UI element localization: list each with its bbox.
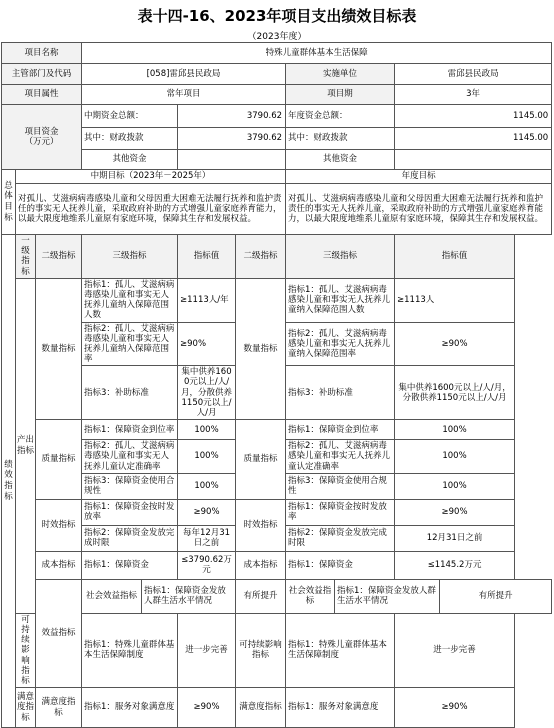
indicator-text: 指标2：孤儿、艾滋病病毒感染儿童和事实无人抚养儿童认定准确率	[286, 440, 395, 474]
satisfaction-indicator-mid: 满意度指标	[36, 688, 82, 728]
level3-header-mid: 三级指标	[82, 235, 178, 279]
indicator-value: 100%	[395, 440, 515, 474]
indicator-value: 进一步完善	[395, 613, 515, 687]
project-name-label: 项目名称	[2, 43, 82, 64]
perf-indicator-label: 绩效指标	[2, 235, 16, 728]
indicator-text: 指标2：保障资金发放完成时限	[82, 525, 178, 551]
performance-target-table	[1, 42, 552, 728]
benefit-indicator-label: 效益指标	[36, 579, 82, 687]
year-total-label: 年度资金总额：	[286, 105, 395, 128]
indicator-text: 指标3：补助标准	[286, 366, 395, 420]
indicator-text: 指标1：特殊儿童群体基本生活保障制度	[82, 613, 178, 687]
indicator-value: 100%	[178, 473, 236, 499]
quality-indicator-year: 质量指标	[236, 420, 286, 500]
satisfaction-label: 满意度指标	[16, 688, 36, 728]
indicator-value: 集中供养1600元以上/人/月，分散供养1150元以上/人/月	[178, 366, 236, 420]
indicator-text: 指标1：特殊儿童群体基本生活保障制度	[286, 613, 395, 687]
satisfaction-indicator-year: 满意度指标	[236, 688, 286, 728]
indicator-text: 指标1：保障资金发放人群生活水平情况	[335, 579, 440, 613]
indicator-value: 每年12月31日之前	[178, 525, 236, 551]
indicator-value: ≤3790.62万元	[178, 551, 236, 579]
indicator-text: 指标1：保障资金	[82, 551, 178, 579]
indicator-value: ≥90%	[178, 499, 236, 525]
table-title: 表十四-16、2023年项目支出绩效目标表	[137, 7, 417, 25]
indicator-text: 指标1：服务对象满意度	[82, 688, 178, 728]
quantity-indicator-year: 数量指标	[236, 278, 286, 419]
sustain-indicator-year: 可持续影响指标	[236, 613, 286, 687]
mid-total-label: 中期资金总额：	[82, 105, 178, 128]
indicator-text: 指标1：孤儿、艾滋病病毒感染儿童和事实无人抚养儿童纳入保障范围人数	[286, 278, 395, 322]
indicator-value: ≤1145.2万元	[395, 551, 515, 579]
indicator-text: 指标2：孤儿、艾滋病病毒感染儿童和事实无人抚养儿童认定准确率	[82, 440, 178, 474]
year-other-label: 其他资金	[286, 150, 395, 170]
indicator-value: ≥90%	[395, 499, 515, 525]
indicator-value: ≥90%	[178, 322, 236, 366]
indicator-value: 进一步完善	[178, 613, 236, 687]
level2-header-year: 二级指标	[236, 235, 286, 279]
indicator-value: 12月31日之前	[395, 525, 515, 551]
indicator-text: 指标3：保障资金使用合规性	[82, 473, 178, 499]
indicator-text: 指标1：保障资金发放人群生活水平情况	[142, 579, 236, 613]
overall-target-label: 总体目标	[2, 170, 16, 235]
indicator-value: ≥1113人	[395, 278, 515, 322]
indicator-text: 指标1：孤儿、艾滋病病毒感染儿童和事实无人抚养儿童纳入保障范围人数	[82, 278, 178, 322]
attr-value: 常年项目	[82, 85, 286, 105]
level3-header-year: 三级指标	[286, 235, 395, 279]
project-name-value: 特殊儿童群体基本生活保障	[82, 43, 552, 64]
social-benefit-indicator-mid: 社会效益指标	[82, 579, 142, 613]
sustain-indicator-mid: 可持续影响指标	[16, 613, 36, 687]
mid-fiscal-label: 其中：财政拨款	[82, 128, 178, 150]
value-header-year: 指标值	[395, 235, 515, 279]
table-subtitle: （2023年度）	[247, 32, 307, 42]
annual-header: 年度目标	[286, 170, 552, 184]
year-total-value: 1145.00	[395, 105, 552, 128]
indicator-text: 指标1：服务对象满意度	[286, 688, 395, 728]
year-fiscal-label: 其中：财政拨款	[286, 128, 395, 150]
indicator-text: 指标3：保障资金使用合规性	[286, 473, 395, 499]
dept-value: [058]雷邱县民政局	[82, 64, 286, 85]
output-indicator-label: 产出指标	[16, 278, 36, 613]
indicator-text: 指标1：保障资金按时发放率	[82, 499, 178, 525]
value-header-mid: 指标值	[178, 235, 236, 279]
indicator-value: 100%	[178, 440, 236, 474]
year-other-value	[395, 150, 552, 170]
year-fiscal-value: 1145.00	[395, 128, 552, 150]
period-value: 3年	[395, 85, 552, 105]
timeliness-indicator-mid: 时效指标	[36, 499, 82, 551]
social-benefit-indicator-year: 社会效益指标	[286, 579, 335, 613]
unit-label: 实施单位	[286, 64, 395, 85]
level2-header-mid: 二级指标	[36, 235, 82, 279]
unit-value: 雷邱县民政局	[395, 64, 552, 85]
period-label: 项目期	[286, 85, 395, 105]
indicator-value: ≥1113人/年	[178, 278, 236, 322]
indicator-value: 100%	[395, 473, 515, 499]
indicator-value: 100%	[395, 420, 515, 440]
quality-indicator-mid: 质量指标	[36, 420, 82, 500]
indicator-text: 指标3：补助标准	[82, 366, 178, 420]
timeliness-indicator-year: 时效指标	[236, 499, 286, 551]
mid-term-goal-text: 对孤儿、艾滋病病毒感染儿童和父母因重大困难无法履行抚养和监护责任的事实无人抚养儿童，采取政府补助的方式增强儿童家庭养育能力，以最大限度地维系儿童原有家庭环境，保障其生存和发展权益。	[16, 184, 286, 235]
attr-label: 项目属性	[2, 85, 82, 105]
indicator-text: 指标1：保障资金到位率	[286, 420, 395, 440]
indicator-text: 指标2：孤儿、艾滋病病毒感染儿童和事实无人抚养儿童纳入保障范围率	[82, 322, 178, 366]
level1-header: 一级指标	[16, 235, 36, 279]
indicator-value: ≥90%	[395, 688, 515, 728]
mid-total-value: 3790.62	[178, 105, 286, 128]
indicator-text: 指标1：保障资金	[286, 551, 395, 579]
funds-label: 项目资金 （万元）	[2, 105, 82, 170]
indicator-value: 集中供养1600元以上/人/月，分散供养1150元以上/人/月	[395, 366, 515, 420]
indicator-text: 指标1：保障资金按时发放率	[286, 499, 395, 525]
indicator-value: ≥90%	[178, 688, 236, 728]
indicator-text: 指标1：保障资金到位率	[82, 420, 178, 440]
dept-label: 主管部门及代码	[2, 64, 82, 85]
annual-goal-text: 对孤儿、艾滋病病毒感染儿童和父母因重大困难无法履行抚养和监护责任的事实无人抚养儿童，采取政府补助的方式增强儿童家庭养育能力，以最大限度地维系儿童原有家庭环境，保障其生存和发展权益。	[286, 184, 552, 235]
cost-indicator-mid: 成本指标	[36, 551, 82, 579]
quantity-indicator-mid: 数量指标	[36, 278, 82, 419]
indicator-text: 指标2：孤儿、艾滋病病毒感染儿童和事实无人抚养儿童纳入保障范围率	[286, 322, 395, 366]
indicator-text: 指标2：保障资金发放完成时限	[286, 525, 395, 551]
mid-other-value	[178, 150, 286, 170]
indicator-value: 有所提升	[236, 579, 286, 613]
indicator-value: 有所提升	[440, 579, 552, 613]
indicator-value: 100%	[178, 420, 236, 440]
mid-term-header: 中期目标（2023年－2025年）	[16, 170, 286, 184]
indicator-value: ≥90%	[395, 322, 515, 366]
cost-indicator-year: 成本指标	[236, 551, 286, 579]
mid-fiscal-value: 3790.62	[178, 128, 286, 150]
mid-other-label: 其他资金	[82, 150, 178, 170]
